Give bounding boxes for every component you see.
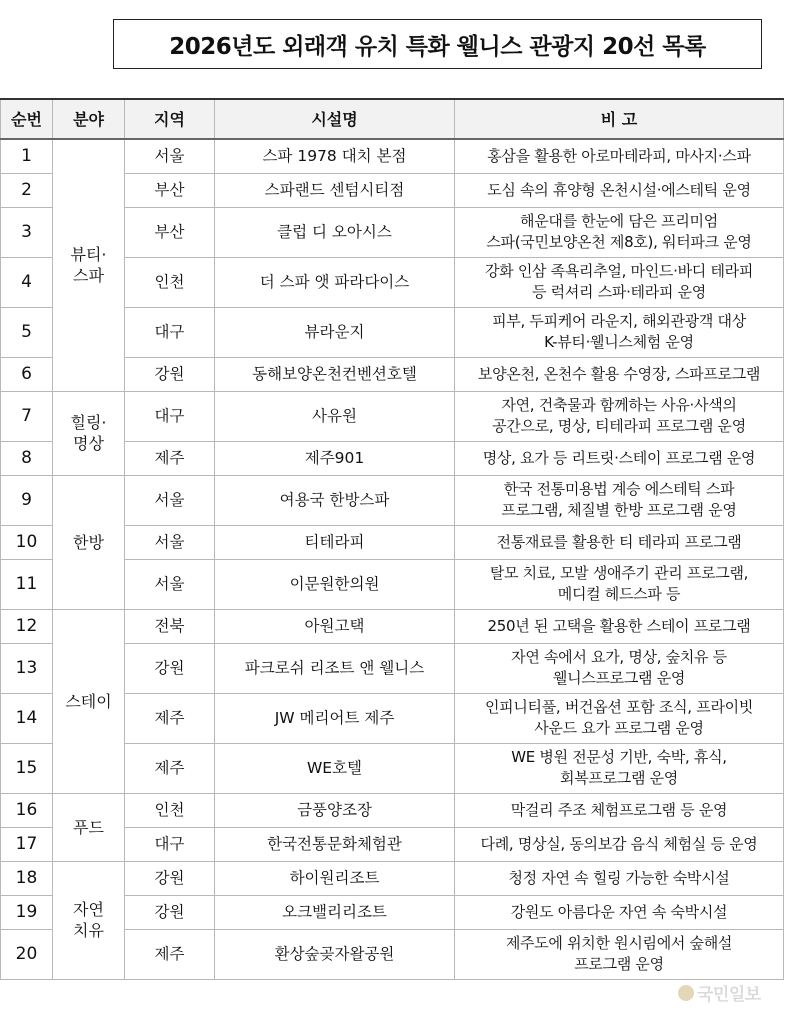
region-cell: 서울	[125, 559, 215, 609]
newspaper-logo-icon	[678, 985, 694, 1001]
region-cell: 제주	[125, 441, 215, 475]
header-region: 지역	[125, 99, 215, 139]
table-row	[1, 475, 784, 525]
row-number: 15	[1, 743, 53, 793]
table-row	[1, 861, 784, 895]
note-cell: 명상, 요가 등 리트릿·스테이 프로그램 운영	[455, 441, 784, 475]
category-cell: 자연 치유	[53, 861, 125, 979]
facility-name-cell: JW 메리어트 제주	[215, 693, 455, 743]
facility-name-cell: 하이원리조트	[215, 861, 455, 895]
region-cell: 부산	[125, 207, 215, 257]
note-cell: 제주도에 위치한 원시림에서 숲해설 프로그램 운영	[455, 929, 784, 979]
row-number: 12	[1, 609, 53, 643]
note-cell: 250년 된 고택을 활용한 스테이 프로그램	[455, 609, 784, 643]
note-cell: 피부, 두피케어 라운지, 해외관광객 대상 K-뷰티·웰니스체험 운영	[455, 307, 784, 357]
category-cell: 스테이	[53, 609, 125, 793]
header-note: 비 고	[455, 99, 784, 139]
region-cell: 전북	[125, 609, 215, 643]
region-cell: 서울	[125, 475, 215, 525]
category-cell: 힐링· 명상	[53, 391, 125, 475]
note-cell: 도심 속의 휴양형 온천시설·에스테틱 운영	[455, 173, 784, 207]
row-number: 6	[1, 357, 53, 391]
watermark-text: 국민일보	[697, 985, 761, 1005]
region-cell: 서울	[125, 525, 215, 559]
region-cell: 강원	[125, 861, 215, 895]
region-cell: 강원	[125, 643, 215, 693]
table-row	[1, 391, 784, 441]
note-cell: 인피니티풀, 버건옵션 포함 조식, 프라이빗 사운드 요가 프로그램 운영	[455, 693, 784, 743]
row-number: 17	[1, 827, 53, 861]
facility-name-cell: 파크로쉬 리조트 앤 웰니스	[215, 643, 455, 693]
facility-name-cell: 제주901	[215, 441, 455, 475]
row-number: 1	[1, 139, 53, 173]
note-cell: 홍삼을 활용한 아로마테라피, 마사지·스파	[455, 139, 784, 173]
note-cell: 강원도 아름다운 자연 속 숙박시설	[455, 895, 784, 929]
facility-name-cell: 이문원한의원	[215, 559, 455, 609]
wellness-sites-table	[0, 98, 784, 980]
facility-name-cell: 오크밸리리조트	[215, 895, 455, 929]
region-cell: 제주	[125, 743, 215, 793]
facility-name-cell: 티테라피	[215, 525, 455, 559]
region-cell: 대구	[125, 827, 215, 861]
row-number: 14	[1, 693, 53, 743]
region-cell: 서울	[125, 139, 215, 173]
table-row	[1, 793, 784, 827]
region-cell: 제주	[125, 929, 215, 979]
row-number: 20	[1, 929, 53, 979]
watermark	[678, 980, 761, 1005]
region-cell: 대구	[125, 391, 215, 441]
table-row	[1, 139, 784, 173]
row-number: 3	[1, 207, 53, 257]
facility-name-cell: WE호텔	[215, 743, 455, 793]
note-cell: 한국 전통미용법 계승 에스테틱 스파 프로그램, 체질별 한방 프로그램 운영	[455, 475, 784, 525]
row-number: 9	[1, 475, 53, 525]
region-cell: 인천	[125, 257, 215, 307]
note-cell: 탈모 치료, 모발 생애주기 관리 프로그램, 메디컬 헤드스파 등	[455, 559, 784, 609]
facility-name-cell: 환상숲곶자왈공원	[215, 929, 455, 979]
note-cell: 강화 인삼 족욕리추얼, 마인드·바디 테라피 등 럭셔리 스파·테라피 운영	[455, 257, 784, 307]
row-number: 16	[1, 793, 53, 827]
region-cell: 대구	[125, 307, 215, 357]
row-number: 19	[1, 895, 53, 929]
document-title: 2026년도 외래객 유치 특화 웰니스 관광지 20선 목록	[113, 19, 762, 69]
row-number: 11	[1, 559, 53, 609]
header-category: 분야	[53, 99, 125, 139]
row-number: 13	[1, 643, 53, 693]
row-number: 10	[1, 525, 53, 559]
category-cell: 푸드	[53, 793, 125, 861]
facility-name-cell: 여용국 한방스파	[215, 475, 455, 525]
facility-name-cell: 스파 1978 대치 본점	[215, 139, 455, 173]
note-cell: 다례, 명상실, 동의보감 음식 체험실 등 운영	[455, 827, 784, 861]
region-cell: 인천	[125, 793, 215, 827]
note-cell: 해운대를 한눈에 담은 프리미엄 스파(국민보양온천 제8호), 워터파크 운영	[455, 207, 784, 257]
note-cell: 전통재료를 활용한 티 테라피 프로그램	[455, 525, 784, 559]
table-body	[1, 139, 784, 979]
row-number: 2	[1, 173, 53, 207]
note-cell: WE 병원 전문성 기반, 숙박, 휴식, 회복프로그램 운영	[455, 743, 784, 793]
facility-name-cell: 동해보양온천컨벤션호텔	[215, 357, 455, 391]
region-cell: 강원	[125, 357, 215, 391]
category-cell: 한방	[53, 475, 125, 609]
note-cell: 보양온천, 온천수 활용 수영장, 스파프로그램	[455, 357, 784, 391]
note-cell: 자연, 건축물과 함께하는 사유·사색의 공간으로, 명상, 티테라피 프로그램 운영	[455, 391, 784, 441]
note-cell: 막걸리 주조 체험프로그램 등 운영	[455, 793, 784, 827]
row-number: 5	[1, 307, 53, 357]
table-row	[1, 609, 784, 643]
facility-name-cell: 더 스파 앳 파라다이스	[215, 257, 455, 307]
facility-name-cell: 뷰라운지	[215, 307, 455, 357]
facility-name-cell: 금풍양조장	[215, 793, 455, 827]
region-cell: 강원	[125, 895, 215, 929]
table-header-row	[1, 99, 784, 139]
facility-name-cell: 아원고택	[215, 609, 455, 643]
region-cell: 부산	[125, 173, 215, 207]
note-cell: 청정 자연 속 힐링 가능한 숙박시설	[455, 861, 784, 895]
category-cell: 뷰티· 스파	[53, 139, 125, 391]
region-cell: 제주	[125, 693, 215, 743]
row-number: 8	[1, 441, 53, 475]
facility-name-cell: 클럽 디 오아시스	[215, 207, 455, 257]
row-number: 4	[1, 257, 53, 307]
header-number: 순번	[1, 99, 53, 139]
header-facility: 시설명	[215, 99, 455, 139]
note-cell: 자연 속에서 요가, 명상, 숲치유 등 웰니스프로그램 운영	[455, 643, 784, 693]
facility-name-cell: 사유원	[215, 391, 455, 441]
row-number: 7	[1, 391, 53, 441]
facility-name-cell: 스파랜드 센텀시티점	[215, 173, 455, 207]
row-number: 18	[1, 861, 53, 895]
facility-name-cell: 한국전통문화체험관	[215, 827, 455, 861]
